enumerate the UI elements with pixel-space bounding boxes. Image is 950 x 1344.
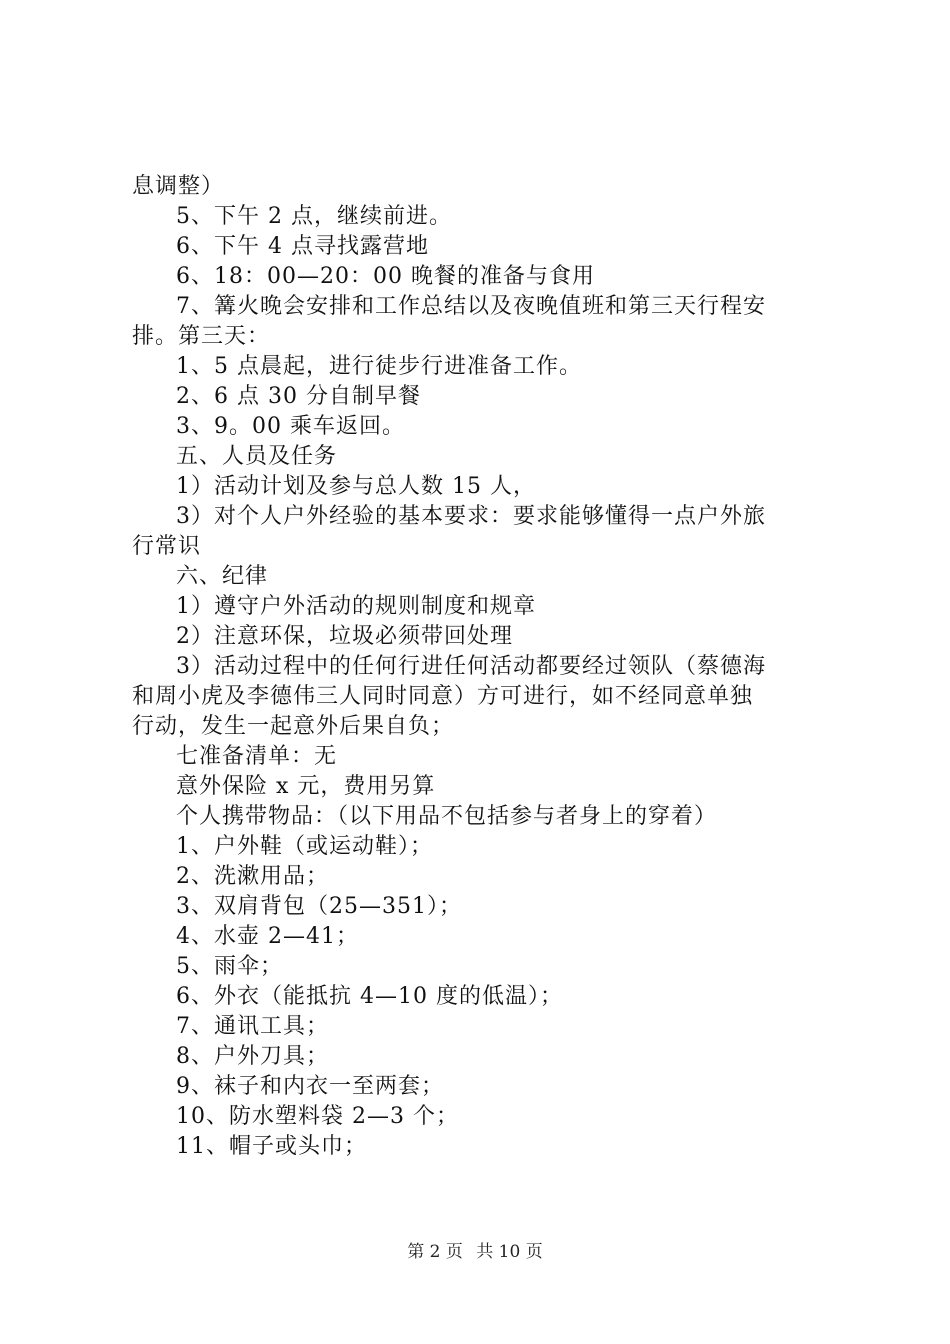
text-line: 10、防水塑料袋 2—3 个； xyxy=(176,1104,459,1129)
text-line: 排。第三天： xyxy=(132,324,271,349)
text-line: 和周小虎及李德伟三人同时同意）方可进行，如不经同意单独 xyxy=(132,684,754,709)
text-line: 息调整） xyxy=(132,174,225,199)
text-line: 行常识 xyxy=(132,534,202,559)
text-line: 1、户外鞋（或运动鞋）； xyxy=(176,834,433,859)
page-number: 第 2 页 xyxy=(407,1242,463,1262)
document-body xyxy=(132,172,832,1162)
text-line: 5、下午 2 点，继续前进。 xyxy=(176,204,452,229)
text-line: 行动，发生一起意外后果自负； xyxy=(132,714,455,739)
text-line: 11、帽子或头巾； xyxy=(176,1134,367,1159)
page-footer xyxy=(0,1240,950,1264)
text-line: 7、篝火晚会安排和工作总结以及夜晚值班和第三天行程安 xyxy=(176,294,766,319)
text-line: 意外保险 x 元，费用另算 xyxy=(176,774,436,799)
text-line: 1）活动计划及参与总人数 15 人， xyxy=(176,474,536,499)
text-line: 2、6 点 30 分自制早餐 xyxy=(176,384,421,409)
text-line: 5、雨伞； xyxy=(176,954,283,979)
text-line: 1、5 点晨起，进行徒步行进准备工作。 xyxy=(176,354,582,379)
text-line: 1）遵守户外活动的规则制度和规章 xyxy=(176,594,536,619)
text-line: 3、双肩背包（25—351）； xyxy=(176,894,462,919)
text-line: 4、水壶 2—41； xyxy=(176,924,359,949)
text-line: 六、纪律 xyxy=(176,564,269,589)
text-line: 6、18：00—20：00 晚餐的准备与食用 xyxy=(176,264,595,289)
text-line: 3、9。00 乘车返回。 xyxy=(176,414,405,439)
text-line: 五、人员及任务 xyxy=(176,444,338,469)
text-line: 3）对个人户外经验的基本要求：要求能够懂得一点户外旅 xyxy=(176,504,766,529)
text-line: 七准备清单：无 xyxy=(176,744,338,769)
text-line: 2、洗漱用品； xyxy=(176,864,329,889)
text-line: 2）注意环保，垃圾必须带回处理 xyxy=(176,624,513,649)
text-line: 6、下午 4 点寻找露营地 xyxy=(176,234,429,259)
page-total: 共 10 页 xyxy=(476,1242,543,1262)
text-line: 9、袜子和内衣一至两套； xyxy=(176,1074,444,1099)
text-line: 6、外衣（能抵抗 4—10 度的低温）； xyxy=(176,984,563,1009)
text-line: 8、户外刀具； xyxy=(176,1044,329,1069)
text-line: 个人携带物品：（以下用品不包括参与者身上的穿着） xyxy=(176,804,718,829)
text-line: 3）活动过程中的任何行进任何活动都要经过领队（蔡德海 xyxy=(176,654,766,679)
text-line: 7、通讯工具； xyxy=(176,1014,329,1039)
